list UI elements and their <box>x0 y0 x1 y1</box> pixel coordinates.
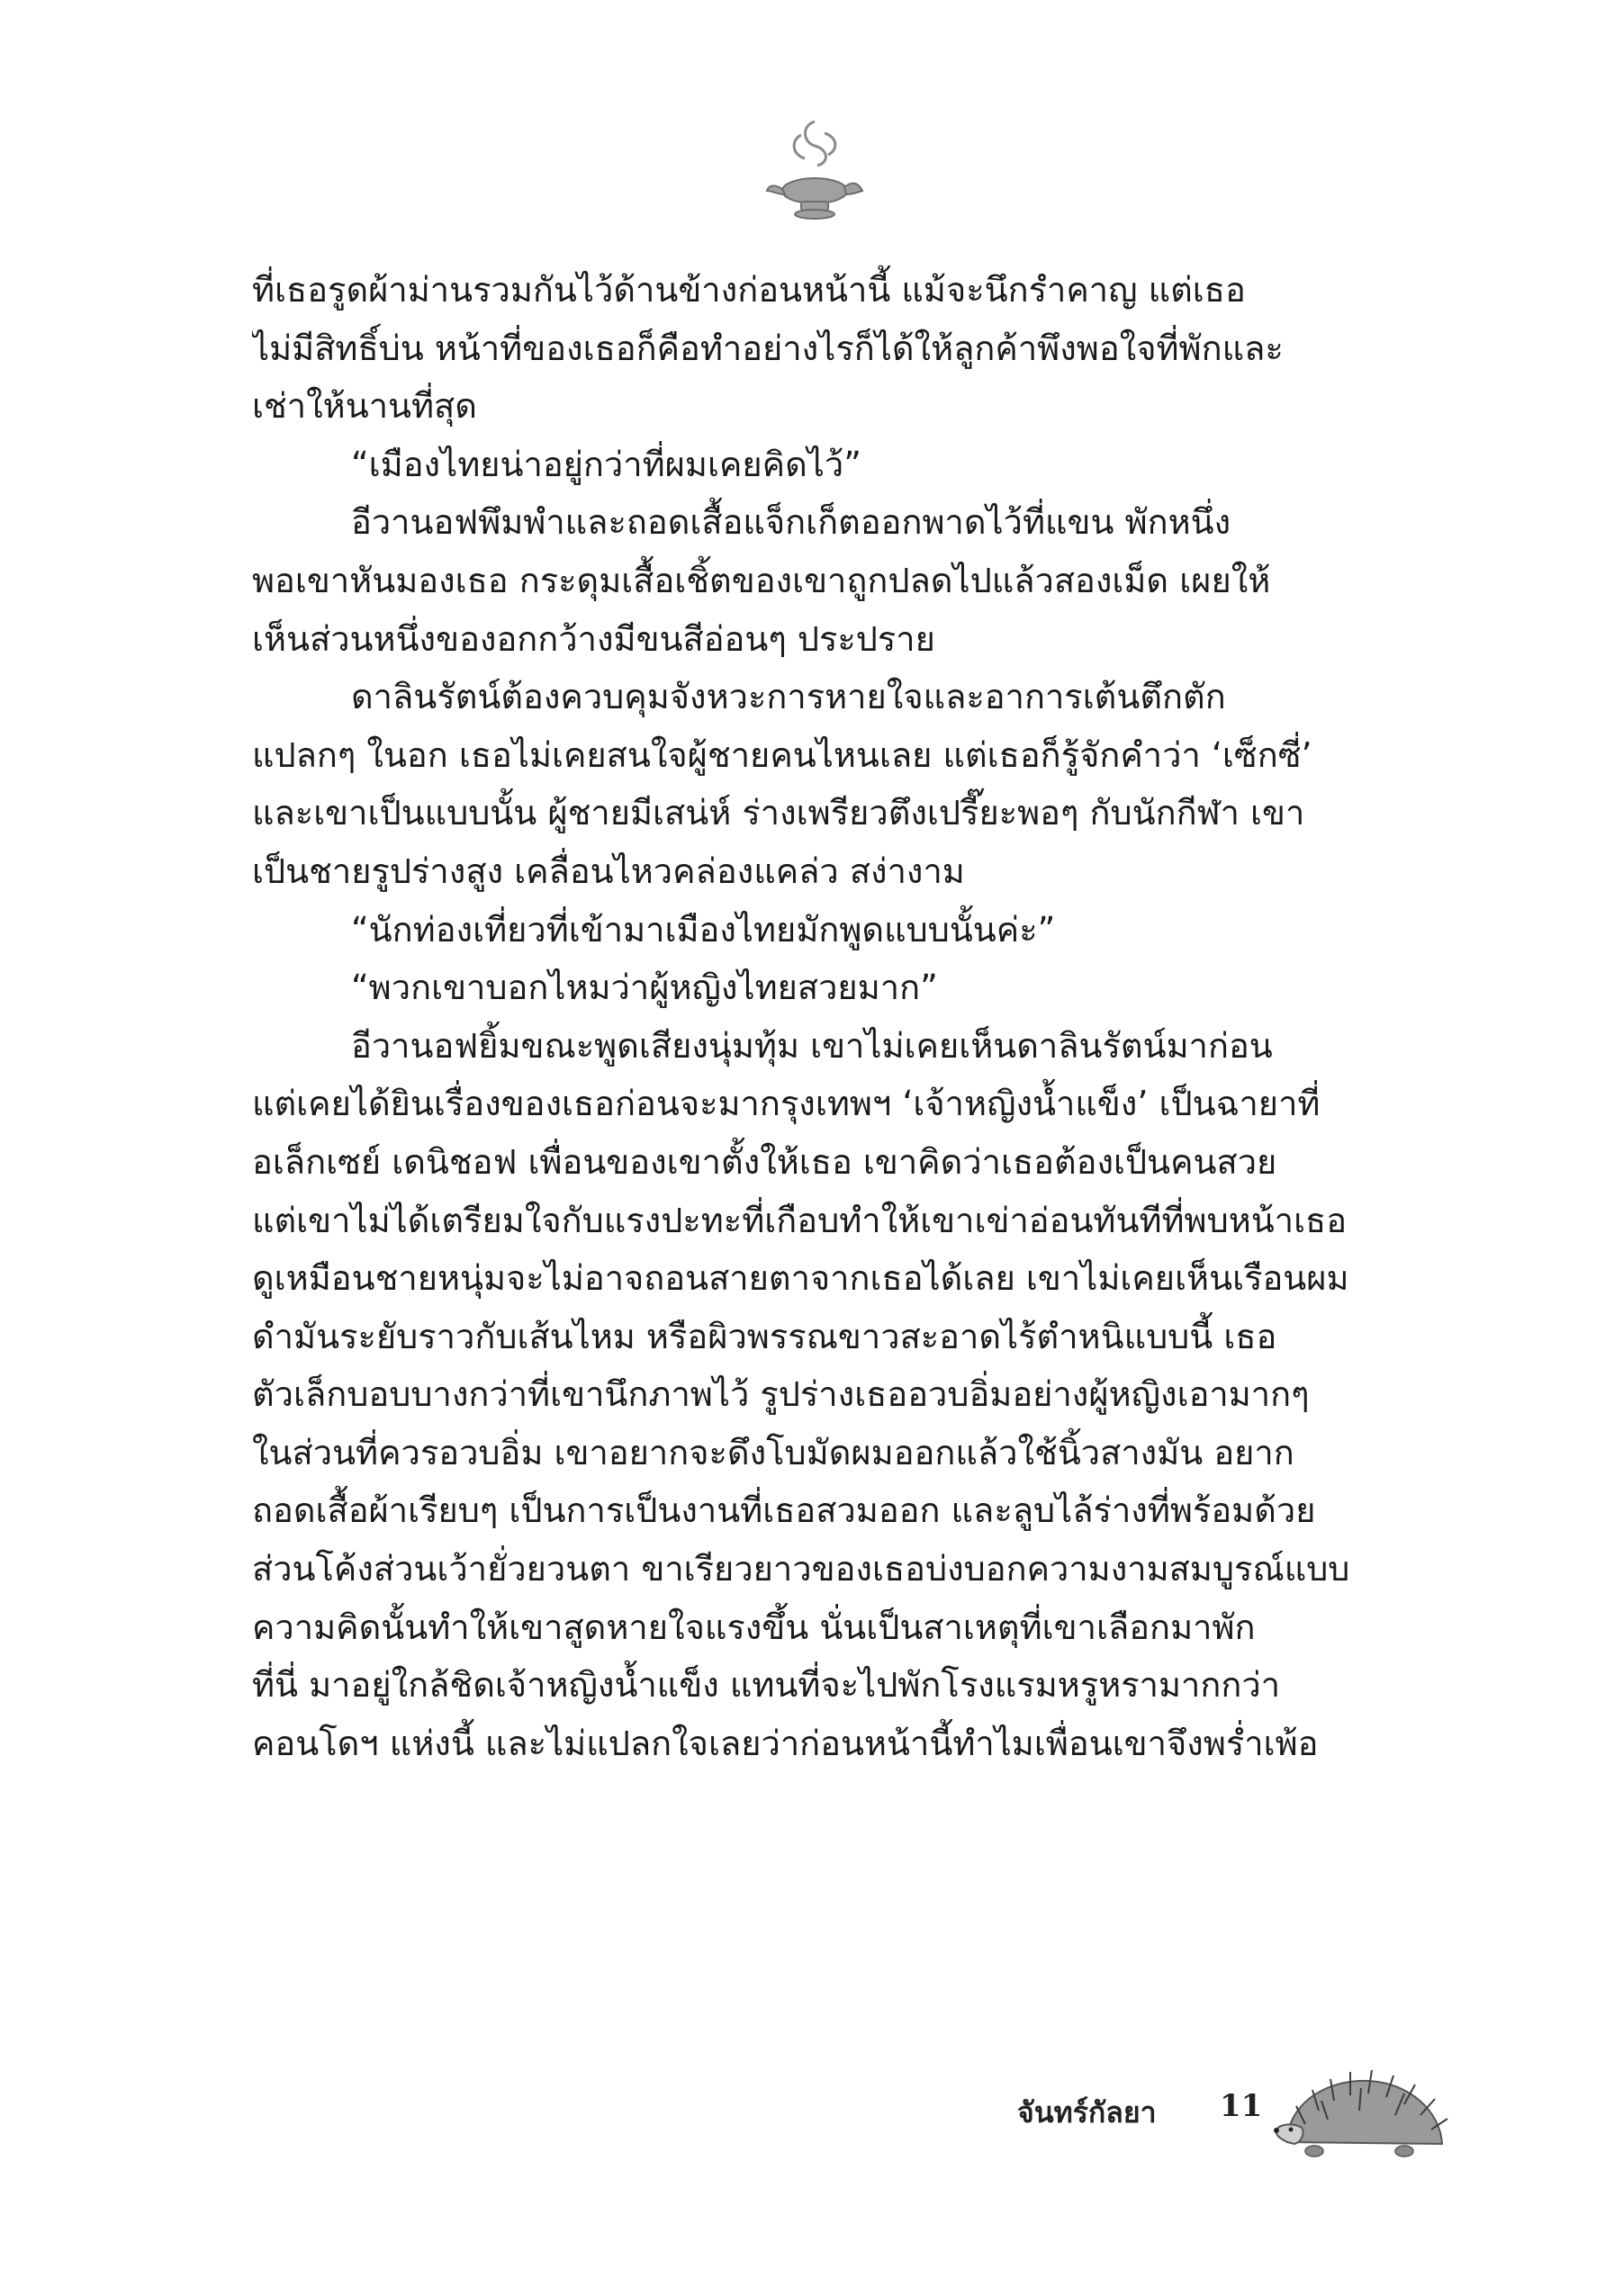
text-line: อเล็กเซย์ เดนิชอฟ เพื่อนของเขาตั้งให้เธอ เขาคิดว่าเธอต้องเป็นคนสวย <box>252 1141 1277 1182</box>
page-footer <box>1017 2070 1485 2178</box>
text-line: แต่เคยได้ยินเรื่องของเธอก่อนจะมากรุงเทพฯ ‘เจ้าหญิงน้ำแข็ง’ เป็นฉายาที่ <box>252 1084 1321 1124</box>
text-line: ที่เธอรูดผ้าม่านรวมกันไว้ด้านข้างก่อนหน้านี้ แม้จะนึกรำคาญ แต่เธอ <box>252 270 1246 310</box>
text-line: ดำมันระยับราวกับเส้นไหม หรือผิวพรรณขาวสะอาดไร้ตำหนิแบบนี้ เธอ <box>252 1316 1277 1356</box>
body-text <box>252 261 1404 1772</box>
text-line: ส่วนโค้งส่วนเว้ายั่วยวนตา ขาเรียวยาวของเธอบ่งบอกความงามสมบูรณ์แบบ <box>252 1549 1350 1589</box>
text-line: เป็นชายรูปร่างสูง เคลื่อนไหวคล่องแคล่ว สง่างาม <box>252 851 965 891</box>
text-line: “นักท่องเที่ยวที่เข้ามาเมืองไทยมักพูดแบบนั้นค่ะ” <box>351 909 1056 950</box>
text-line: “เมืองไทยน่าอยู่กว่าที่ผมเคยคิดไว้” <box>351 444 861 484</box>
page-number: 11 <box>1220 2088 1263 2124</box>
text-line: ที่นี่ มาอยู่ใกล้ชิดเจ้าหญิงน้ำแข็ง แทนที่จะไปพักโรงแรมหรูหรามากกว่า <box>252 1665 1281 1706</box>
hedgehog-icon <box>1269 2061 1449 2169</box>
text-line: ดูเหมือนชายหนุ่มจะไม่อาจถอนสายตาจากเธอได้เลย เขาไม่เคยเห็นเรือนผม <box>252 1258 1349 1299</box>
book-title: จันทร์กัลยา <box>1017 2095 1157 2129</box>
text-line: พอเขาหันมองเธอ กระดุมเสื้อเชิ้ตของเขาถูกปลดไปแล้วสองเม็ด เผยให้ <box>252 560 1271 600</box>
text-line: และเขาเป็นแบบนั้น ผู้ชายมีเสน่ห์ ร่างเพรียวตึงเปรี๊ยะพอๆ กับนักกีฬา เขา <box>252 793 1305 833</box>
text-line: ไม่มีสิทธิ์บ่น หน้าที่ของเธอก็คือทำอย่างไรก็ได้ให้ลูกค้าพึงพอใจที่พักและ <box>252 328 1284 368</box>
text-line: ในส่วนที่ควรอวบอิ่ม เขาอยากจะดึงโบมัดผมออกแล้วใช้นิ้วสางมัน อยาก <box>252 1432 1294 1472</box>
text-line: ตัวเล็กบอบบางกว่าที่เขานึกภาพไว้ รูปร่างเธออวบอิ่มอย่างผู้หญิงเอามากๆ <box>252 1374 1310 1415</box>
text-line: ถอดเสื้อผ้าเรียบๆ เป็นการเป็นงานที่เธอสวมออก และลูบไล้ร่างที่พร้อมด้วย <box>252 1490 1316 1531</box>
text-line: อีวานอฟยิ้มขณะพูดเสียงนุ่มทุ้ม เขาไม่เคยเห็นดาลินรัตน์มาก่อน <box>351 1025 1273 1066</box>
text-line: เช่าให้นานที่สุด <box>252 386 477 427</box>
text-line: คอนโดฯ แห่งนี้ และไม่แปลกใจเลยว่าก่อนหน้านี้ทำไมเพื่อนเขาจึงพร่ำเพ้อ <box>252 1723 1319 1763</box>
text-line: ความคิดนั้นทำให้เขาสูดหายใจแรงขึ้น นั่นเป็นสาเหตุที่เขาเลือกมาพัก <box>252 1607 1256 1647</box>
text-line: “พวกเขาบอกไหมว่าผู้หญิงไทยสวยมาก” <box>351 968 938 1008</box>
text-line: เห็นส่วนหนึ่งของอกกว้างมีขนสีอ่อนๆ ประปราย <box>252 618 935 659</box>
text-line: ดาลินรัตน์ต้องควบคุมจังหวะการหายใจและอาการเต้นตึกตัก <box>351 677 1226 717</box>
text-line: แปลกๆ ในอก เธอไม่เคยสนใจผู้ชายคนไหนเลย แต่เธอก็รู้จักคำว่า ‘เซ็กซี่’ <box>252 734 1312 775</box>
magic-lamp-icon <box>765 108 864 225</box>
text-line: แต่เขาไม่ได้เตรียมใจกับแรงปะทะที่เกือบทำให้เขาเข่าอ่อนทันทีที่พบหน้าเธอ <box>252 1200 1348 1240</box>
text-line: อีวานอฟพึมพำและถอดเสื้อแจ็กเก็ตออกพาดไว้ที่แขน พักหนึ่ง <box>351 502 1231 543</box>
